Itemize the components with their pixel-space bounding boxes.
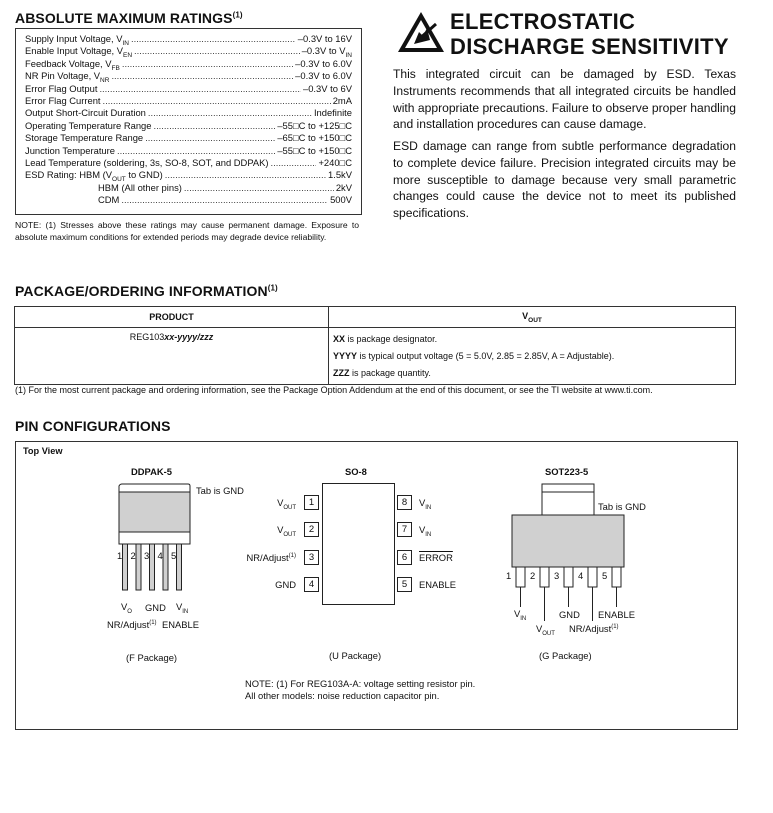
rating-value: +240□C: [318, 157, 352, 168]
so8-title: SO-8: [345, 466, 367, 477]
rating-value: –55□C to +150□C: [277, 144, 352, 156]
ratings-title: ABSOLUTE MAXIMUM RATINGS$^{(1)}$: [15, 10, 243, 26]
designator-line-zzz: ZZZ is package quantity.: [333, 368, 431, 378]
rating-value: –0.3V to 16V: [297, 33, 352, 44]
rating-label: Junction Temperature: [25, 144, 115, 156]
ddpak-title: DDPAK-5: [131, 466, 172, 477]
rating-value: –55□C to +125□C: [277, 119, 352, 131]
rating-row: [25, 83, 352, 95]
pin-note-2: All other models: noise reduction capacitor pin.: [245, 690, 440, 701]
product-cell: REG103xx-yyyy/zzz: [15, 328, 329, 385]
rating-value: 500V: [330, 194, 352, 206]
rating-label: Error Flag Current: [25, 95, 101, 106]
so8-label-vin-8: $V_{IN}$: [419, 497, 432, 511]
so8-package-label: (U Package): [329, 650, 382, 661]
top-view-label: Top View: [23, 446, 63, 456]
rating-row: [25, 145, 352, 157]
sot-nr-label: NR/Adjust$^{(1)}$: [569, 623, 619, 634]
rating-label: Supply Input Voltage, $V_{IN}$: [25, 33, 129, 47]
rating-row: [25, 157, 352, 169]
sot-package-label: (G Package): [539, 650, 592, 661]
vout-cell: [329, 328, 736, 385]
sot-enable-label: ENABLE: [598, 609, 635, 620]
rating-label: HBM (All other pins): [98, 181, 182, 193]
designator-line-yyyy: YYYY is typical output voltage (5 = 5.0V, 2.85 = 2.85V, A = Adjustable).: [333, 351, 615, 361]
so8-body: [322, 483, 395, 605]
package-table: [14, 306, 736, 385]
rating-value: Indefinite: [313, 107, 352, 119]
sot-vin-label: $V_{IN}$: [514, 608, 527, 622]
designator-line-xx: XX is package designator.: [333, 334, 438, 344]
ddpak-vin-label: $V_{IN}$: [176, 601, 189, 615]
rating-row: [25, 58, 352, 70]
rating-label: Storage Temperature Range: [25, 132, 144, 144]
column-header-product: PRODUCT: [15, 307, 329, 328]
rating-value: 2mA: [332, 95, 352, 106]
pin-note-1: NOTE: (1) For REG103A-A: voltage setting resistor pin.: [245, 678, 476, 689]
rating-value: –0.3V to $V_{IN}$: [301, 45, 352, 60]
ddpak-gnd-label: GND: [145, 602, 166, 613]
rating-row: [25, 169, 352, 184]
rating-row: [25, 132, 352, 144]
rating-label: Lead Temperature (soldering, 3s, SO-8, SOT, and DDPAK): [25, 157, 269, 168]
rating-row: [25, 107, 352, 119]
rating-label: Error Flag Output: [25, 82, 98, 94]
rating-label: ESD Rating: HBM ($V_{OUT}$ to GND): [25, 169, 163, 184]
ddpak-vo-label: $V_O$: [121, 601, 132, 615]
so8-pin-2: 2: [304, 522, 319, 537]
ddpak-package-label: (F Package): [126, 652, 178, 663]
so8-pin-8: 8: [397, 495, 412, 510]
rating-row: [25, 120, 352, 132]
ddpak-tab-label: Tab is GND: [196, 485, 244, 496]
rating-row: [98, 194, 352, 206]
rating-value: –65□C to +150□C: [277, 132, 352, 144]
so8-label-vout-2: $V_{OUT}$: [277, 524, 296, 538]
pin-config-title: PIN CONFIGURATIONS: [15, 418, 171, 434]
sot-title: SOT223-5: [545, 466, 589, 477]
rating-row: [98, 182, 352, 194]
so8-label-enable: ENABLE: [419, 579, 456, 590]
rating-row: [25, 70, 352, 85]
sot-vout-label: $V_{OUT}$: [536, 623, 555, 637]
so8-pin-6: 6: [397, 550, 412, 565]
so8-label-error: ERROR: [419, 552, 453, 563]
ratings-note: NOTE: (1) Stresses above these ratings may cause permanent damage. Exposure to absolute maximum conditions for extended periods may degrade device reliability.: [15, 220, 359, 243]
ddpak-nr-label: NR/Adjust$^{(1)}$: [107, 619, 157, 630]
esd-title: ELECTROSTATIC DISCHARGE SENSITIVITY: [450, 9, 729, 59]
ddpak-enable-label: ENABLE: [162, 619, 199, 630]
rating-label: Feedback Voltage, $V_{FB}$: [25, 57, 120, 72]
rating-value: –0.3V to 6.0V: [295, 70, 352, 82]
sot-tab-label: Tab is GND: [598, 501, 646, 512]
rating-row: [25, 33, 352, 45]
ratings-table: [15, 28, 362, 215]
rating-value: 2kV: [335, 181, 352, 193]
rating-row: [25, 95, 352, 107]
rating-label: NR Pin Voltage, $V_{NR}$: [25, 70, 110, 85]
package-title: PACKAGE/ORDERING INFORMATION$^{(1)}$: [15, 283, 278, 299]
rating-value: 1.5kV: [328, 169, 352, 181]
esd-paragraph-2: ESD damage can range from subtle performance degradation to complete device failure. Precision integrated circuits may be more susceptible to damage because very small parametric changes could cause the device not to meet its published specifications.: [393, 139, 736, 221]
sot-drawing: [505, 482, 630, 592]
rating-value: –0.3V to 6V: [303, 82, 352, 94]
so8-pin-3: 3: [304, 550, 319, 565]
rating-row: [25, 45, 352, 60]
sot-gnd-label: GND: [559, 609, 580, 620]
so8-pin-1: 1: [304, 495, 319, 510]
so8-pin-5: 5: [397, 577, 412, 592]
so8-label-vout-1: $V_{OUT}$: [277, 497, 296, 511]
so8-label-vin-7: $V_{IN}$: [419, 524, 432, 538]
esd-paragraph-1: This integrated circuit can be damaged by ESD. Texas Instruments recommends that all integrated circuits be handled with appropriate precautions. Failure to observe proper handling and installation procedures can cause damage.: [393, 67, 736, 132]
so8-pin-7: 7: [397, 522, 412, 537]
rating-label: Output Short-Circuit Duration: [25, 107, 146, 119]
rating-label: Operating Temperature Range: [25, 119, 152, 131]
rating-value: –0.3V to 6.0V: [295, 57, 352, 69]
rating-label: CDM: [98, 194, 120, 206]
column-header-vout: $V_{OUT}$: [329, 307, 736, 328]
rating-label: Enable Input Voltage, $V_{EN}$: [25, 45, 133, 60]
esd-warning-icon: [396, 10, 446, 54]
ddpak-drawing: [110, 482, 200, 592]
so8-pin-4: 4: [304, 577, 319, 592]
so8-label-gnd: GND: [275, 579, 296, 590]
so8-label-nr: NR/Adjust$^{(1)}$: [246, 552, 296, 563]
package-footnote: (1) For the most current package and ordering information, see the Package Option Addendum at the end of this document, or see the TI website at www.ti.com.: [15, 385, 653, 395]
